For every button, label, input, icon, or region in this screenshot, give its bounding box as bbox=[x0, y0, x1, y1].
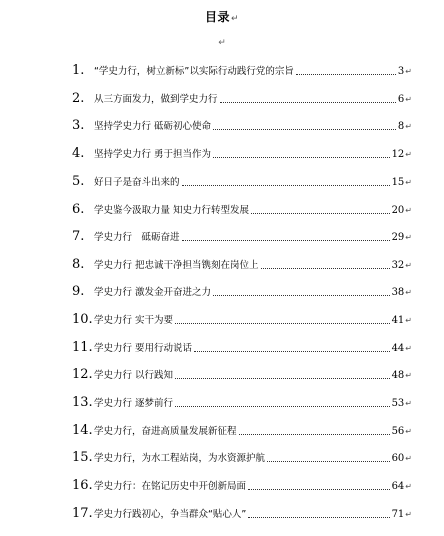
toc-leader-dots bbox=[182, 239, 390, 241]
paragraph-mark-icon: ↵ bbox=[405, 427, 412, 436]
toc-entry-page: 15 bbox=[391, 177, 405, 188]
toc-title bbox=[0, 8, 444, 25]
toc-entry-2[interactable] bbox=[72, 88, 412, 106]
toc-leader-dots bbox=[213, 294, 390, 296]
toc-entry-12[interactable] bbox=[72, 364, 412, 382]
toc-leader-dots bbox=[213, 128, 396, 130]
toc-entry-1[interactable] bbox=[72, 60, 412, 78]
toc-entry-13[interactable] bbox=[72, 392, 412, 410]
toc-leader-dots bbox=[182, 184, 390, 186]
toc-entry-17[interactable] bbox=[72, 503, 412, 521]
paragraph-mark-icon: ↵ bbox=[405, 67, 412, 76]
toc-entry-text: 好日子是奋斗出来的 bbox=[94, 177, 180, 188]
toc-entry-number: 13. bbox=[72, 395, 93, 410]
paragraph-mark-icon: ↵ bbox=[405, 316, 412, 325]
toc-entry-page: 12 bbox=[391, 149, 405, 160]
toc-title-text: 目录 bbox=[204, 10, 230, 24]
toc-entry-page: 64 bbox=[391, 481, 405, 492]
toc-entry-text: 学史力行 以行践知 bbox=[94, 370, 174, 381]
toc-entry-5[interactable] bbox=[72, 171, 412, 189]
toc-entry-10[interactable] bbox=[72, 309, 412, 327]
toc-entry-number: 16. bbox=[72, 478, 93, 493]
paragraph-mark-icon: ↵ bbox=[405, 122, 412, 131]
toc-leader-dots bbox=[175, 405, 390, 407]
toc-entry-page: 71 bbox=[391, 509, 405, 520]
paragraph-mark-icon: ↵ bbox=[230, 14, 240, 24]
toc-leader-dots bbox=[296, 73, 396, 75]
toc-leader-dots bbox=[248, 516, 389, 518]
toc-entry-7[interactable] bbox=[72, 226, 412, 244]
toc-leader-dots bbox=[175, 322, 390, 324]
empty-paragraph-mark-icon: ↵ bbox=[218, 38, 226, 48]
toc-leader-dots bbox=[239, 433, 390, 435]
toc-entry-11[interactable] bbox=[72, 337, 412, 355]
paragraph-mark-icon: ↵ bbox=[405, 510, 412, 519]
toc-entry-number: 12. bbox=[72, 367, 93, 382]
paragraph-mark-icon: ↵ bbox=[405, 371, 412, 380]
toc-entry-number: 15. bbox=[72, 450, 93, 465]
toc-entry-number: 14. bbox=[72, 423, 93, 438]
toc-entry-page: 8 bbox=[397, 121, 405, 132]
toc-entry-number: 17. bbox=[72, 506, 93, 521]
toc-entry-number: 4. bbox=[72, 146, 85, 161]
toc-entry-3[interactable] bbox=[72, 115, 412, 133]
toc-entry-number: 11. bbox=[72, 340, 93, 355]
toc-entry-number: 5. bbox=[72, 174, 85, 189]
paragraph-mark-icon: ↵ bbox=[405, 95, 412, 104]
toc-entry-number: 10. bbox=[72, 312, 93, 327]
toc-leader-dots bbox=[175, 377, 390, 379]
paragraph-mark-icon: ↵ bbox=[405, 150, 412, 159]
toc-entry-text: 学史鉴今汲取力量 知史力行转型发展 bbox=[94, 205, 250, 216]
toc-entry-number: 3. bbox=[72, 118, 85, 133]
toc-leader-dots bbox=[261, 267, 390, 269]
paragraph-mark-icon: ↵ bbox=[405, 399, 412, 408]
toc-entry-number: 8. bbox=[72, 257, 85, 272]
toc-leader-dots bbox=[251, 212, 390, 214]
toc-entry-14[interactable] bbox=[72, 420, 412, 438]
toc-entry-page: 56 bbox=[391, 426, 405, 437]
toc-entry-8[interactable] bbox=[72, 254, 412, 272]
toc-entry-number: 1. bbox=[72, 63, 85, 78]
toc-entry-text: 学史力行 砥砺奋进 bbox=[94, 232, 180, 243]
toc-entry-page: 38 bbox=[391, 287, 405, 298]
toc-entry-text: “学史力行，树立新标”以实际行动践行党的宗旨 bbox=[94, 66, 294, 77]
toc-entry-number: 6. bbox=[72, 202, 85, 217]
toc-entry-page: 44 bbox=[391, 343, 405, 354]
toc-entry-text: 从三方面发力，做到学史力行 bbox=[94, 94, 218, 105]
toc-entry-page: 53 bbox=[391, 398, 405, 409]
toc-entry-4[interactable] bbox=[72, 143, 412, 161]
paragraph-mark-icon: ↵ bbox=[405, 482, 412, 491]
toc-entry-text: 学史力行，为水工程站岗，为水资源护航 bbox=[94, 453, 266, 464]
toc-entry-page: 20 bbox=[391, 205, 405, 216]
toc-entry-page: 32 bbox=[391, 260, 405, 271]
toc-entry-number: 9. bbox=[72, 284, 85, 299]
paragraph-mark-icon: ↵ bbox=[405, 344, 412, 353]
toc-entry-text: 学史力行 要用行动说话 bbox=[94, 343, 193, 354]
toc-entry-page: 3 bbox=[397, 66, 405, 77]
toc-entry-page: 29 bbox=[391, 232, 405, 243]
paragraph-mark-icon: ↵ bbox=[405, 178, 412, 187]
toc-entry-text: 学史力行 把忠诚干净担当镌刻在岗位上 bbox=[94, 260, 259, 271]
toc-leader-dots bbox=[267, 460, 390, 462]
toc-entry-text: 学史力行：在铭记历史中开创新局面 bbox=[94, 481, 247, 492]
toc-leader-dots bbox=[220, 101, 396, 103]
toc-entry-page: 41 bbox=[391, 315, 405, 326]
toc-entry-text: 学史力行 实干为要 bbox=[94, 315, 174, 326]
paragraph-mark-icon: ↵ bbox=[405, 454, 412, 463]
paragraph-mark-icon: ↵ bbox=[405, 261, 412, 270]
toc-entry-number: 2. bbox=[72, 91, 85, 106]
toc-leader-dots bbox=[194, 350, 390, 352]
toc-entry-text: 学史力行 激发金开奋进之力 bbox=[94, 287, 212, 298]
toc-entry-text: 学史力行践初心，争当群众“贴心人” bbox=[94, 509, 247, 520]
paragraph-mark-icon: ↵ bbox=[405, 288, 412, 297]
toc-entry-page: 60 bbox=[391, 453, 405, 464]
toc-entry-text: 坚持学史力行 砥砺初心使命 bbox=[94, 121, 212, 132]
toc-entry-page: 6 bbox=[397, 94, 405, 105]
paragraph-mark-icon: ↵ bbox=[405, 233, 412, 242]
toc-entry-text: 学史力行 逐梦前行 bbox=[94, 398, 174, 409]
toc-entry-9[interactable] bbox=[72, 281, 412, 299]
toc-entry-page: 48 bbox=[391, 370, 405, 381]
toc-entry-15[interactable] bbox=[72, 447, 412, 465]
toc-leader-dots bbox=[248, 488, 390, 490]
toc-entry-number: 7. bbox=[72, 229, 85, 244]
paragraph-mark-icon: ↵ bbox=[405, 206, 412, 215]
toc-leader-dots bbox=[213, 156, 390, 158]
toc-entry-text: 学史力行，奋进高质量发展新征程 bbox=[94, 426, 237, 437]
toc-entry-text: 坚持学史力行 勇于担当作为 bbox=[94, 149, 212, 160]
toc-entry-6[interactable] bbox=[72, 199, 412, 217]
toc-entry-16[interactable] bbox=[72, 475, 412, 493]
